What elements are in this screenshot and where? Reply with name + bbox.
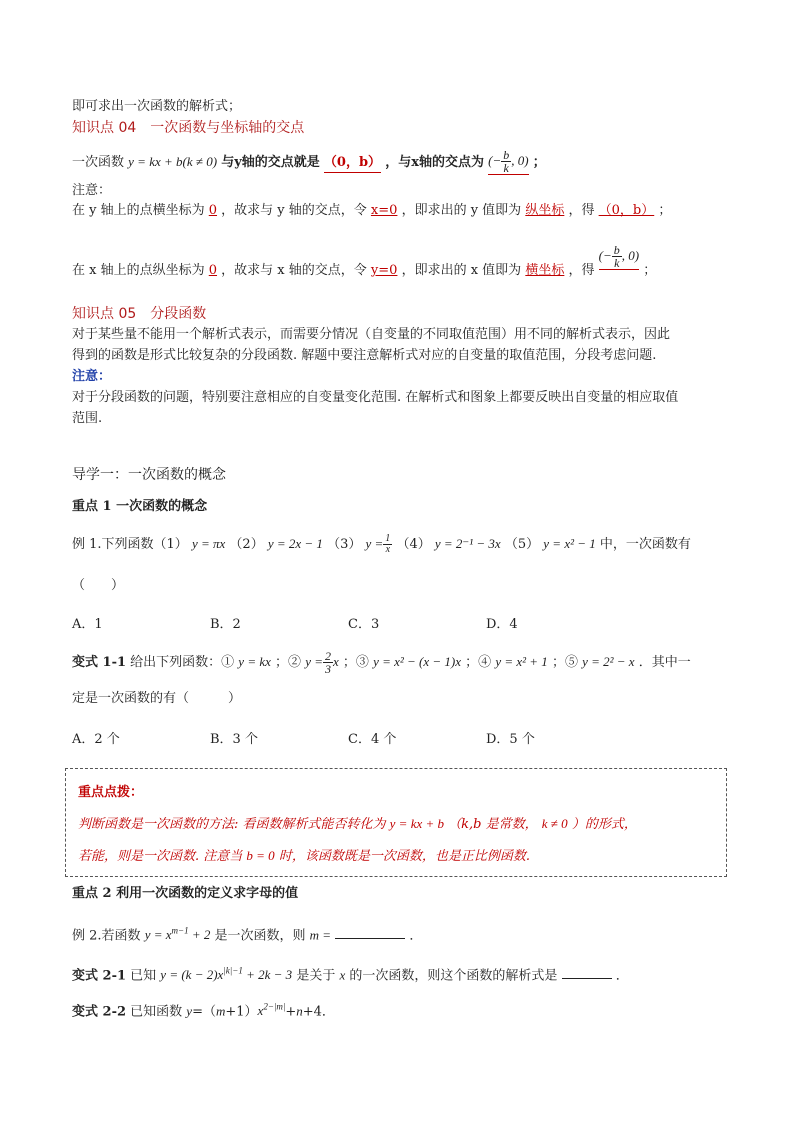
formula: k ≠ 0	[541, 816, 568, 831]
text: 例 1.下列函数（1）	[72, 537, 188, 552]
paragraph-line	[72, 410, 102, 428]
text: 定是一次函数的有（ ）	[72, 691, 242, 706]
text: 与y轴的交点就是	[221, 155, 320, 170]
option-b	[210, 613, 241, 632]
tip-title	[78, 781, 143, 800]
text: 即可求出一次函数的解析式；	[72, 99, 242, 114]
fraction	[383, 534, 392, 555]
formula: y =	[305, 654, 323, 669]
text: 重点 1 一次函数的概念	[72, 499, 208, 514]
text: ；	[658, 203, 672, 218]
formula: y = 2⁻¹ − 3x	[434, 536, 501, 551]
text: ，得	[568, 263, 595, 278]
text: 注意：	[72, 183, 112, 198]
fraction	[501, 149, 511, 174]
text: ，得	[568, 203, 595, 218]
denominator: x	[385, 544, 391, 555]
tip-line	[78, 845, 530, 864]
paragraph-line	[72, 389, 678, 407]
text: D．5 个	[486, 732, 535, 747]
formula: (−	[598, 248, 612, 263]
text: ，故求与 x 轴的交点，令	[221, 263, 367, 278]
focus-title	[72, 498, 207, 516]
blank-answer: 0	[208, 263, 218, 278]
formula: y = kx + b(k ≠ 0)	[128, 154, 218, 169]
text: 范围.	[72, 411, 103, 426]
formula	[258, 1003, 286, 1018]
blank-answer: y=0	[370, 263, 398, 278]
formula: b = 0	[246, 848, 275, 863]
text: ．其中一	[638, 655, 691, 670]
section-title-kp04	[72, 119, 304, 137]
formula: n	[296, 1003, 303, 1019]
text: 已知	[126, 968, 157, 984]
formula-part: x	[257, 1003, 264, 1019]
text: B．2	[210, 617, 241, 632]
paragraph-line	[72, 326, 670, 344]
note-label	[72, 368, 111, 386]
x-axis-line	[72, 243, 657, 284]
paragraph-line	[72, 347, 656, 365]
formula: y = x² − 1	[543, 536, 596, 551]
example-1	[72, 534, 691, 555]
text: 对于某些量不能用一个解析式表示，而需要分情况（自变量的不同取值范围）用不同的解析式表示，因此	[72, 327, 671, 342]
numerator: b	[613, 243, 620, 257]
formula	[160, 967, 292, 982]
text: ；④	[465, 655, 492, 670]
formula	[145, 927, 211, 942]
option-a	[72, 728, 120, 747]
text: C．3	[348, 617, 380, 632]
text: ）的形式，	[571, 817, 637, 832]
answer-blank[interactable]	[335, 938, 405, 939]
text: （2）	[229, 537, 264, 552]
denominator: k	[503, 161, 509, 175]
text: 在 y 轴上的点横坐标为	[72, 203, 205, 218]
section-title-text: 知识点 04 一次函数与坐标轴的交点	[72, 120, 305, 136]
text: ，即求出的 x 值即为	[401, 263, 522, 278]
text: 已知函数	[126, 1004, 183, 1020]
text: B．3 个	[210, 732, 258, 747]
formula: y =	[365, 536, 384, 551]
note-label	[72, 182, 111, 200]
text: （3）	[327, 537, 362, 552]
text: 给出下列函数：①	[126, 655, 235, 670]
section-title-kp05	[72, 305, 206, 323]
denominator: k	[614, 256, 620, 270]
text: ；③	[342, 655, 369, 670]
intersection-line	[72, 150, 546, 176]
formula-part: + 2k − 3	[242, 967, 293, 983]
formula: y = 2x − 1	[267, 536, 323, 551]
formula: x	[332, 654, 339, 669]
text: 中，一次函数有	[599, 537, 691, 552]
blank-answer: x=0	[370, 203, 398, 218]
blank-answer: 0	[208, 203, 218, 218]
formula: m	[215, 1003, 226, 1019]
text: 判断函数是一次函数的方法: 看函数解析式能否转化为	[78, 817, 386, 832]
text: 时，该函数既是一次函数，也是正比例函数.	[278, 849, 530, 864]
fraction	[612, 244, 622, 269]
answer-y-intercept: （0，b）	[324, 154, 381, 173]
tip-line	[78, 813, 637, 832]
text: +1）	[225, 1004, 258, 1020]
answer-paren	[72, 577, 124, 595]
blank-answer: 纵坐标	[525, 203, 565, 218]
text: 例 2.若函数	[72, 928, 141, 944]
formula: , 0)	[511, 153, 529, 168]
text: 的一次函数，则这个函数的解析式是	[349, 968, 558, 984]
text: （5）	[504, 537, 540, 552]
variant-label: 变式 2-1	[72, 968, 127, 984]
text: D．4	[486, 617, 518, 632]
text: （k,b 是常数，	[448, 817, 538, 832]
text: 一次函数	[72, 155, 125, 170]
focus-title	[72, 885, 298, 903]
text: （ ）	[72, 578, 125, 593]
denominator: 3	[324, 662, 331, 676]
formula: y = πx	[191, 536, 226, 551]
option-b	[210, 728, 258, 747]
text: A．2 个	[72, 732, 120, 747]
blank-answer: （0，b）	[598, 203, 655, 218]
formula: y = kx	[238, 654, 271, 669]
formula: y = kx + b	[389, 816, 445, 831]
formula: y	[186, 1003, 193, 1019]
text: 是一次函数，则	[214, 928, 306, 944]
text: 是关于	[296, 968, 336, 984]
formula: y = x² + 1	[495, 654, 548, 669]
text: 对于分段函数的问题，特别要注意相应的自变量变化范围. 在解析式和图象上都要反映出自变量的相应取值	[72, 390, 679, 405]
text: 导学一：一次函数的概念	[72, 467, 226, 483]
formula: , 0)	[621, 248, 640, 263]
text: ．	[409, 928, 423, 944]
numerator: 1	[385, 533, 391, 544]
text: 得到的函数是形式比较复杂的分段函数. 解题中要注意解析式对应的自变量的取值范围，分段考虑问题.	[72, 348, 657, 363]
formula-part: y = x	[144, 927, 172, 943]
variant-1-1	[72, 650, 691, 675]
tip-box	[65, 768, 727, 877]
text: 注意：	[72, 369, 112, 384]
formula-part: y = (k − 2)x	[160, 967, 224, 983]
variant-label: 变式 1-1	[72, 655, 127, 670]
answer-x-intercept	[488, 149, 528, 175]
option-c	[348, 613, 379, 632]
fraction	[323, 650, 333, 675]
text: ，与x轴的交点为	[385, 155, 484, 170]
text: 在 x 轴上的点纵坐标为	[72, 263, 205, 278]
text: A．1	[72, 617, 103, 632]
formula: y = 2² − x	[582, 654, 635, 669]
variant-2-2	[72, 998, 335, 1021]
formula: m =	[309, 927, 332, 943]
y-axis-line	[72, 202, 671, 220]
numerator: 2	[324, 649, 331, 663]
example-2	[72, 922, 422, 945]
text: 重点点拨：	[78, 785, 144, 800]
exponent: |k|−1	[223, 966, 243, 976]
text: ，即求出的 y 值即为	[401, 203, 522, 218]
variant-label: 变式 2-2	[72, 1004, 127, 1020]
section-title-text: 知识点 05 分段函数	[72, 306, 207, 322]
exponent: m−1	[171, 926, 189, 936]
numerator: b	[503, 148, 510, 162]
text: 若能，则是一次函数. 注意当	[78, 849, 243, 864]
text: =（	[192, 1004, 216, 1020]
guide-title	[72, 466, 226, 484]
option-c	[348, 728, 396, 747]
formula: (−	[488, 153, 502, 168]
text: （4）	[396, 537, 431, 552]
formula: y = x² − (x − 1)x	[373, 654, 462, 669]
formula-part: + 2	[188, 927, 211, 943]
answer-blank[interactable]	[562, 978, 612, 979]
option-d	[486, 613, 518, 632]
text: C．4 个	[348, 732, 397, 747]
blank-answer: 横坐标	[525, 263, 565, 278]
text: ；⑤	[551, 655, 578, 670]
text: ．	[615, 968, 629, 984]
variant-2-1	[72, 962, 629, 985]
text: 重点 2 利用一次函数的定义求字母的值	[72, 886, 299, 901]
text: ；	[532, 155, 546, 170]
option-a	[72, 613, 103, 632]
text: +	[285, 1004, 297, 1020]
answer-x-intercept	[599, 244, 639, 270]
text: ，故求与 y 轴的交点，令	[221, 203, 367, 218]
option-d	[486, 728, 535, 747]
formula: x	[339, 967, 346, 983]
variant-1-1-line2	[72, 690, 241, 708]
exponent: 2−|m|	[263, 1002, 286, 1012]
text: +4．	[302, 1004, 335, 1020]
text-line	[72, 98, 241, 116]
text: ；②	[275, 655, 302, 670]
text: ；	[643, 263, 657, 278]
